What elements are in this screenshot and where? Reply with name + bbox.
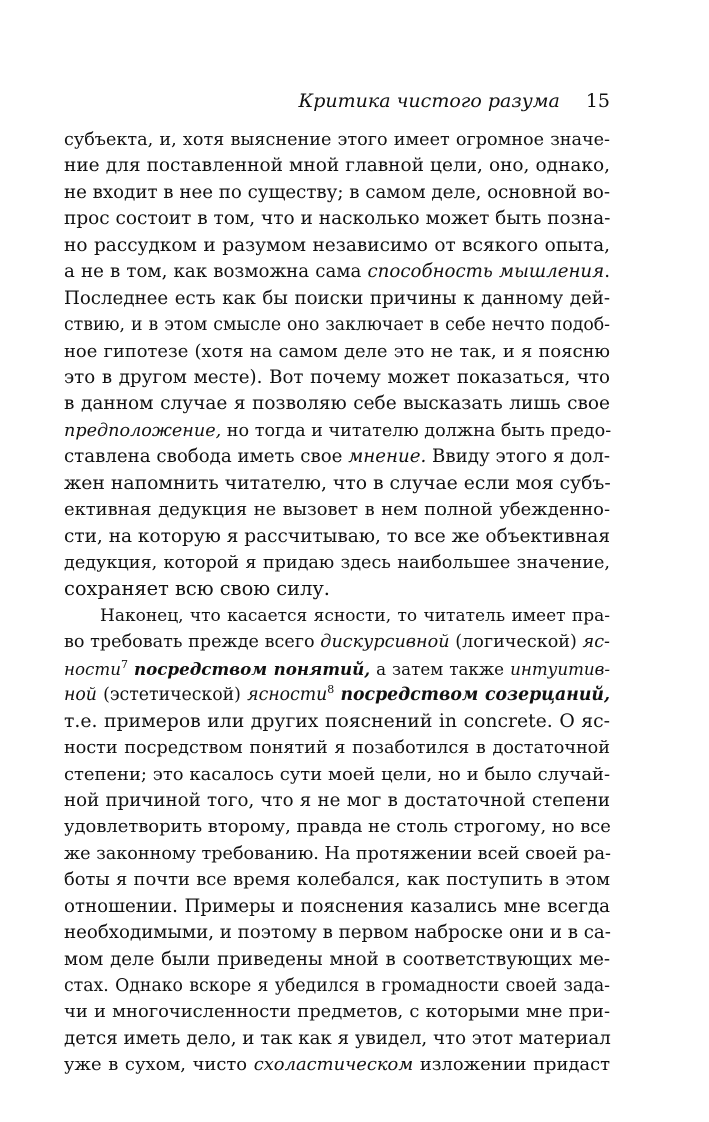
text-line: дедукция, которой я придаю здесь наибольшее значение, bbox=[64, 553, 610, 573]
text-line: степени; это касалось сути моей цели, но и было случай- bbox=[64, 763, 610, 785]
italic-emphasis: мнение. bbox=[348, 446, 427, 468]
text-line: жен напомнить читателю, что в случае если моя субъ- bbox=[64, 472, 611, 494]
text-line: мом деле были приведены мной в соответствующих ме- bbox=[64, 948, 610, 970]
italic-emphasis: ной bbox=[64, 685, 97, 706]
text-line: Последнее есть как бы поиски причины к данному дей- bbox=[64, 287, 610, 309]
text-line: не входит в нее по существу; в самом деле, основной во- bbox=[64, 181, 610, 203]
text-line: стах. Однако вскоре я убедился в громадности своей зада- bbox=[64, 976, 610, 996]
italic-emphasis: схоластическом bbox=[253, 1054, 414, 1076]
text-line: необходимыми, и поэтому в первом наброске они и в са- bbox=[64, 922, 611, 944]
text-line: т.е. примеров или других пояснений in concrete. О яс- bbox=[64, 710, 610, 732]
text-line: но рассудком и разумом независимо от всякого опыта, bbox=[64, 234, 610, 256]
text-line: сти, на которую я рассчитываю, то все же объективная bbox=[64, 525, 610, 547]
text-line: во требовать прежде всего дискурсивной (логической) яс- bbox=[64, 632, 610, 653]
text-line: ное гипотезе (хотя на самом деле это не так, и я поясню bbox=[64, 340, 610, 362]
text-line: отношении. Примеры и пояснения казались мне всегда bbox=[64, 895, 610, 917]
text-line: ности$^7$ посредством понятий, а затем также интуитив- bbox=[64, 657, 610, 679]
text-line: Наконец, что касается ясности, то читатель имеет пра- bbox=[100, 605, 610, 626]
text-line: это в другом месте). Вот почему может показаться, что bbox=[64, 366, 610, 388]
text-line: ективная дедукция не вызовет в нем полной убежденно- bbox=[64, 499, 610, 521]
italic-emphasis: способность мышления bbox=[367, 261, 605, 283]
text-line: ствию, и в этом смысле оно заключает в себе нечто подоб- bbox=[64, 315, 610, 336]
footnote-marker: 8 bbox=[327, 683, 335, 697]
italic-emphasis: яс- bbox=[582, 632, 610, 653]
running-head bbox=[64, 88, 610, 114]
text-line: ставлена свобода иметь свое мнение. Ввиду этого я дол- bbox=[64, 446, 611, 468]
text-line: предположение, но тогда и читателю должна быть предо- bbox=[64, 420, 612, 441]
text-line: ние для поставленной мной главной цели, оно, однако, bbox=[64, 155, 610, 177]
text-line: же законному требованию. На протяжении всей своей ра- bbox=[64, 843, 611, 864]
body-text bbox=[64, 127, 610, 1079]
text-line: дется иметь дело, и так как я увидел, что этот материал bbox=[64, 1027, 611, 1049]
text-line: ной (эстетической) ясности$^8$ посредством созерцаний, bbox=[64, 683, 610, 706]
text-line: уже в сухом, чисто схоластическом изложении придаст bbox=[64, 1054, 610, 1076]
text-line: прос состоит в том, что и насколько может быть позна- bbox=[64, 208, 611, 230]
italic-emphasis: интуитив- bbox=[510, 658, 610, 679]
italic-emphasis: ясности bbox=[247, 685, 328, 706]
text-line: субъекта, и, хотя выяснение этого имеет огромное значе- bbox=[64, 130, 610, 150]
text-line: боты я почти все время колебался, как поступить в этом bbox=[64, 869, 610, 891]
text-line: сохраняет всю свою силу. bbox=[64, 577, 330, 601]
running-title: Критика чистого разума bbox=[298, 90, 560, 112]
text-line: в данном случае я позволяю себе высказать лишь свое bbox=[64, 393, 610, 415]
text-line: а не в том, как возможна сама способность мышления. bbox=[64, 261, 610, 283]
italic-emphasis: ности bbox=[64, 658, 121, 679]
page-number: 15 bbox=[585, 90, 610, 112]
italic-emphasis: предположение, bbox=[64, 420, 222, 441]
bold-italic-emphasis: посредством созерцаний, bbox=[340, 685, 610, 706]
footnote-marker: 7 bbox=[120, 657, 128, 671]
text-line: ной причиной того, что я не мог в достаточной степени bbox=[64, 789, 610, 811]
italic-emphasis: дискурсивной bbox=[320, 632, 450, 653]
text-line: ности посредством понятий я позаботился в достаточной bbox=[64, 738, 610, 759]
bold-italic-emphasis: посредством понятий, bbox=[134, 658, 371, 679]
text-line: удовлетворить второму, правда не столь строгому, но все bbox=[64, 816, 611, 838]
text-line: чи и многочисленности предметов, с которыми мне при- bbox=[64, 1001, 610, 1023]
